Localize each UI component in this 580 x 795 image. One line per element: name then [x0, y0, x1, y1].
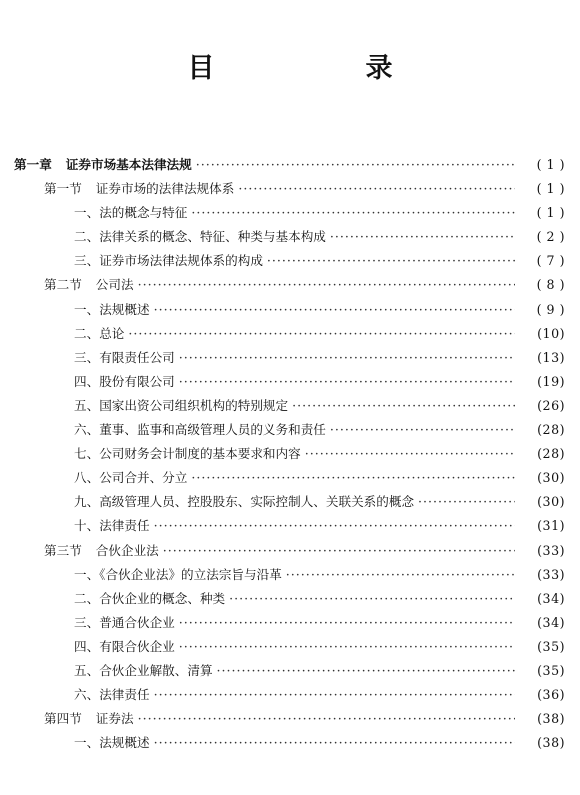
- toc-entry-page-number: ( 8 ): [536, 277, 565, 293]
- toc-entry-title: [74, 418, 330, 442]
- toc-entry-label: 二、合伙企业的概念、种类: [74, 590, 226, 606]
- toc-entry-title: [74, 249, 267, 273]
- toc-entry-item[interactable]: [0, 370, 580, 394]
- toc-entry-title: [74, 563, 286, 587]
- toc-entry-page-number: (38): [537, 735, 565, 751]
- toc-entry-item[interactable]: [0, 659, 580, 683]
- toc-entry-page-number: (28): [537, 422, 565, 438]
- toc-entry-label: 证券法: [95, 711, 134, 727]
- toc-entry-title: [74, 514, 154, 538]
- dot-leader: [179, 370, 515, 394]
- toc-entry-title: [74, 731, 154, 755]
- toc-entry-item[interactable]: [0, 635, 580, 659]
- toc-entry-label: 四、股份有限公司: [74, 373, 175, 389]
- toc-entry-label: 二、总论: [74, 325, 125, 341]
- toc-entry-item[interactable]: [0, 298, 580, 322]
- toc-entry-item[interactable]: [0, 442, 580, 466]
- toc-entry-chapter[interactable]: [0, 153, 580, 177]
- toc-entry-number: 第三节: [44, 542, 82, 558]
- toc-entry-label: 证券市场的法律法规体系: [95, 181, 235, 197]
- dot-leader: [305, 442, 515, 466]
- toc-entry-item[interactable]: [0, 683, 580, 707]
- toc-entry-page-number: (35): [537, 662, 565, 678]
- dot-leader: [330, 225, 515, 249]
- toc-entry-item[interactable]: [0, 514, 580, 538]
- toc-entry-page-number: (34): [537, 614, 565, 630]
- toc-entry-item[interactable]: [0, 394, 580, 418]
- toc-entry-title: [74, 442, 305, 466]
- toc-entry-item[interactable]: [0, 346, 580, 370]
- toc-entry-section[interactable]: [0, 177, 580, 201]
- dot-leader: [179, 611, 515, 635]
- dot-leader: [238, 177, 515, 201]
- toc-entry-title: [74, 322, 128, 346]
- toc-entry-item[interactable]: [0, 490, 580, 514]
- dot-leader: [128, 322, 515, 346]
- dot-leader: [154, 683, 515, 707]
- toc-entry-item[interactable]: [0, 587, 580, 611]
- dot-leader: [196, 153, 515, 177]
- toc-entry-page-number: (33): [537, 566, 565, 582]
- toc-entry-page-number: ( 1 ): [536, 181, 565, 197]
- toc-entry-item[interactable]: [0, 322, 580, 346]
- toc-entry-title: [74, 394, 292, 418]
- page-title: 目 录: [187, 53, 455, 84]
- dot-leader: [154, 731, 515, 755]
- dot-leader: [217, 659, 515, 683]
- toc-entry-label: 一、法规概述: [74, 301, 150, 317]
- toc-entry-page-number: (30): [537, 494, 565, 510]
- toc-entry-label: 二、法律关系的概念、特征、种类与基本构成: [74, 229, 326, 245]
- toc-entry-page-number: (38): [537, 711, 565, 727]
- toc-entry-label: 五、国家出资公司组织机构的特别规定: [74, 397, 289, 413]
- toc-entry-title: [44, 177, 238, 201]
- toc-entry-title: [74, 201, 191, 225]
- toc-entry-page-number: (35): [537, 638, 565, 654]
- toc-entry-label: 五、合伙企业解散、清算: [74, 662, 213, 678]
- toc-entry-page-number: (36): [537, 687, 565, 703]
- toc-entry-page-number: (26): [537, 397, 565, 413]
- toc-entry-label: 证券市场基本法律法规: [65, 157, 192, 172]
- toc-entry-page-number: ( 9 ): [536, 301, 565, 317]
- toc-entry-label: 七、公司财务会计制度的基本要求和内容: [74, 446, 301, 462]
- toc-entry-section[interactable]: [0, 539, 580, 563]
- dot-leader: [138, 707, 515, 731]
- toc-entry-label: 三、普通合伙企业: [74, 614, 175, 630]
- toc-list: [0, 153, 580, 755]
- toc-entry-section[interactable]: [0, 707, 580, 731]
- toc-entry-title: [74, 298, 154, 322]
- toc-entry-title: [44, 539, 163, 563]
- toc-entry-number: 第一章: [14, 157, 52, 172]
- dot-leader: [154, 514, 515, 538]
- toc-entry-label: 六、董事、监事和高级管理人员的义务和责任: [74, 422, 326, 438]
- toc-entry-title: [44, 273, 138, 297]
- dot-leader: [179, 346, 515, 370]
- dot-leader: [191, 466, 515, 490]
- toc-entry-item[interactable]: [0, 201, 580, 225]
- toc-entry-title: [74, 683, 154, 707]
- toc-entry-label: 三、有限责任公司: [74, 349, 175, 365]
- toc-entry-title: [74, 611, 179, 635]
- toc-entry-page-number: (33): [537, 542, 565, 558]
- dot-leader: [154, 298, 515, 322]
- toc-entry-title: [74, 587, 229, 611]
- dot-leader: [267, 249, 515, 273]
- toc-entry-label: 六、法律责任: [74, 687, 150, 703]
- toc-entry-label: 一、法的概念与特征: [74, 205, 188, 221]
- toc-entry-page-number: (13): [537, 349, 565, 365]
- toc-entry-page-number: (34): [537, 590, 565, 606]
- toc-entry-page-number: ( 1 ): [536, 205, 565, 221]
- dot-leader: [138, 273, 515, 297]
- dot-leader: [292, 394, 515, 418]
- toc-entry-title: [74, 466, 191, 490]
- toc-entry-title: [74, 225, 330, 249]
- toc-entry-label: 一、法规概述: [74, 735, 150, 751]
- toc-entry-number: 第四节: [44, 711, 82, 727]
- toc-entry-item[interactable]: [0, 225, 580, 249]
- toc-entry-item[interactable]: [0, 731, 580, 755]
- toc-entry-item[interactable]: [0, 466, 580, 490]
- toc-entry-item[interactable]: [0, 418, 580, 442]
- toc-entry-number: 第二节: [44, 277, 82, 293]
- toc-entry-label: 九、高级管理人员、控股股东、实际控制人、关联关系的概念: [74, 494, 415, 510]
- toc-entry-section[interactable]: [0, 273, 580, 297]
- toc-entry-title: [14, 153, 196, 177]
- toc-entry-number: 第一节: [44, 181, 82, 197]
- toc-entry-page-number: ( 2 ): [536, 229, 565, 245]
- toc-entry-page-number: (30): [537, 470, 565, 486]
- toc-entry-page-number: (19): [537, 373, 565, 389]
- dot-leader: [418, 490, 515, 514]
- dot-leader: [179, 635, 515, 659]
- toc-entry-label: 十、法律责任: [74, 518, 150, 534]
- toc-entry-page-number: (28): [537, 446, 565, 462]
- toc-entry-title: [74, 490, 418, 514]
- toc-entry-page-number: ( 1 ): [536, 157, 565, 172]
- toc-entry-label: 公司法: [95, 277, 134, 293]
- dot-leader: [229, 587, 515, 611]
- toc-entry-label: 八、公司合并、分立: [74, 470, 188, 486]
- dot-leader: [286, 563, 515, 587]
- toc-entry-title: [44, 707, 138, 731]
- toc-entry-title: [74, 635, 179, 659]
- toc-entry-label: 合伙企业法: [95, 542, 159, 558]
- toc-entry-label: 四、有限合伙企业: [74, 638, 175, 654]
- toc-entry-page-number: (31): [537, 518, 565, 534]
- toc-entry-title: [74, 659, 217, 683]
- dot-leader: [163, 539, 515, 563]
- toc-entry-title: [74, 346, 179, 370]
- toc-entry-page-number: ( 7 ): [536, 253, 565, 269]
- dot-leader: [330, 418, 515, 442]
- toc-entry-title: [74, 370, 179, 394]
- toc-entry-item[interactable]: [0, 249, 580, 273]
- toc-entry-page-number: (10): [537, 325, 565, 341]
- toc-entry-label: 三、证券市场法律法规体系的构成: [74, 253, 263, 269]
- toc-entry-item[interactable]: [0, 611, 580, 635]
- dot-leader: [191, 201, 515, 225]
- toc-entry-label: 一、《合伙企业法》的立法宗旨与沿革: [74, 566, 282, 582]
- toc-entry-item[interactable]: [0, 563, 580, 587]
